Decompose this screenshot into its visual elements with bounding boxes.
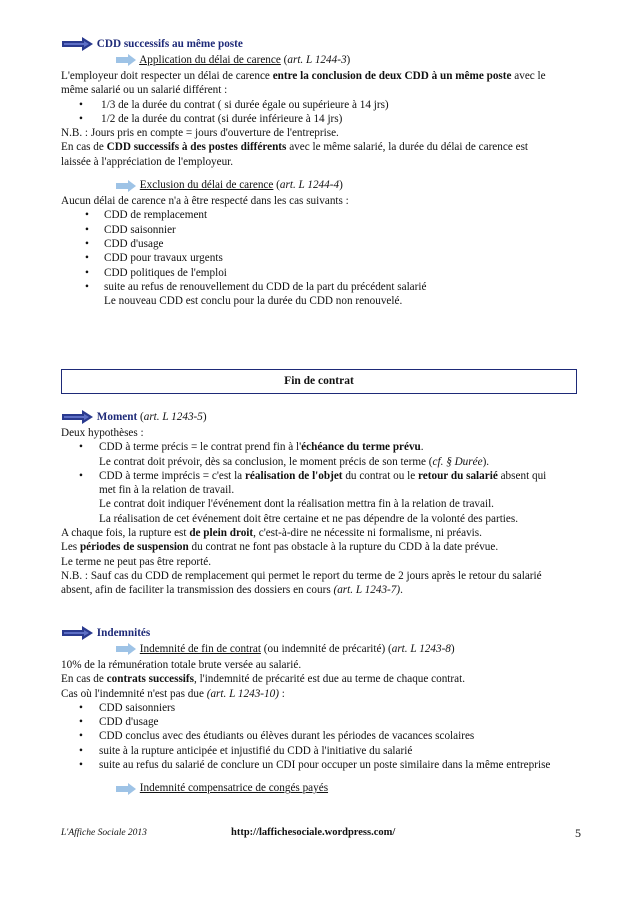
list-item-continuation: La réalisation de cet événement doit être certaine et ne pas dépendre de la volonté des parties. <box>99 512 519 525</box>
footer-publisher: L'Affiche Sociale 2013 <box>61 828 147 838</box>
paragraph: laissée à l'appréciation de l'employeur. <box>61 155 234 168</box>
list-item: • CDD saisonniers <box>79 701 176 714</box>
paragraph: A chaque fois, la rupture est de plein droit, c'est-à-dire ne nécessite ni formalisme, ni préavis. <box>61 527 482 540</box>
list-item: • CDD conclus avec des étudiants ou élèves durant les périodes de vacances scolaires <box>79 730 475 743</box>
paragraph: Les périodes de suspension du contrat ne font pas obstacle à la rupture du CDD à la date prévue. <box>61 541 499 554</box>
list-item: • 1/3 de la durée du contrat ( si durée égale ou supérieure à 14 jrs) <box>79 98 389 111</box>
list-item: • CDD saisonnier <box>85 223 176 236</box>
section-title: Moment <box>96 411 138 423</box>
list-item-continuation: met fin à la relation de travail. <box>99 484 235 497</box>
subsection-title: Exclusion du délai de carence <box>139 179 274 192</box>
arrow-right-icon <box>115 783 137 795</box>
paragraph: En cas de contrats successifs, l'indemnité de précarité est due au terme de chaque contrat. <box>61 673 465 686</box>
section-header-title: Fin de contrat <box>284 375 354 387</box>
list-item: • CDD pour travaux urgents <box>85 252 223 265</box>
subsection-title: Application du délai de carence <box>139 54 281 66</box>
article-reference: art. L 1243-5 <box>143 411 203 423</box>
paragraph: Deux hypothèses : <box>61 427 144 439</box>
list-item-continuation: Le contrat doit prévoir, dès sa conclusion, le moment précis de son terme (cf. § Durée). <box>99 455 490 468</box>
section-title: Indemnités <box>96 627 151 639</box>
section-cdd-successifs: CDD successifs au même poste Application du délai de carence (art. L 1244-3) L'employeur doit respecter un délai de carence entre la conclusion de deux CDD à un même poste avec le même salarié ou un salarié différent : • 1/3 de la durée du contrat ( si durée égale ou supérieure à 14 jrs) • 1/2 de la durée du contrat (si durée inférieure à 14 jrs) N.B. : Jours pris en compte = jours d'ouverture de l'entreprise. En cas de CDD successifs à des postes différents avec le même salarié, la durée du délai de carence est laissée à l'appréciation de l'employeur. Exclusion du délai de carence (art. L 1244-4) Aucun délai de carence n'a à être respecté dans les cas suivants : • CDD de remplacement • CDD saisonnier • CDD d'usage • CDD pour travaux urgents • CDD politiques de l'emploi • suite au refus de renouvellement du CDD de la part du précédent salarié Le nouveau CDD est conclu pour la durée du CDD non renouvelé. <box>61 37 581 308</box>
list-item-continuation: Le nouveau CDD est conclu pour la durée du CDD non renouvelé. <box>104 295 403 308</box>
arrow-right-icon <box>115 54 137 66</box>
paragraph: 10% de la rémunération totale brute versée au salarié. <box>61 659 302 671</box>
note: N.B. : Sauf cas du CDD de remplacement qui permet le report du terme de 2 jours après le retour du salarié <box>61 569 542 582</box>
arrow-right-icon <box>61 410 94 424</box>
section-title: CDD successifs au même poste <box>96 38 243 50</box>
note: absent, afin de faciliter la transmission des dossiers en cours (art. L 1243-7). <box>61 584 403 597</box>
list-item: • CDD à terme précis = le contrat prend fin à l'échéance du terme prévu. <box>79 441 424 454</box>
list-item: • CDD d'usage <box>85 237 164 250</box>
list-item: • suite au refus du salarié de conclure un CDI pour occuper un poste similaire dans la même entreprise <box>79 759 551 772</box>
arrow-right-icon <box>61 37 94 51</box>
paragraph: L'employeur doit respecter un délai de carence entre la conclusion de deux CDD à un même poste avec le <box>61 70 546 82</box>
paragraph: Aucun délai de carence n'a à être respecté dans les cas suivants : <box>61 195 349 208</box>
paragraph: Cas où l'indemnité n'est pas due (art. L 1243-10) : <box>61 687 285 700</box>
list-item: • suite au refus de renouvellement du CDD de la part du précédent salarié <box>85 280 427 293</box>
section-indemnites: Indemnités Indemnité de fin de contrat (ou indemnité de précarité) (art. L 1243-8) 10% de la rémunération totale brute versée au salarié. En cas de contrats successifs, l'indemnité de précarité est due au terme de chaque contrat. Cas où l'indemnité n'est pas due (art. L 1243-10) : • CDD saisonniers • CDD d'usage • CDD conclus avec des étudiants ou élèves durant les périodes de vacances scolaires • suite à la rupture anticipée et injustifié du CDD à l'initiative du salarié • suite au refus du salarié de conclure un CDI pour occuper un poste similaire dans la même entreprise Indemnité compensatrice de congés payés <box>61 626 581 797</box>
section-moment: Moment (art. L 1243-5) Deux hypothèses : • CDD à terme précis = le contrat prend fin à l'échéance du terme prévu. Le contrat doit prévoir, dès sa conclusion, le moment précis de son terme (cf. § Durée). • CDD à terme imprécis = c'est la réalisation de l'objet du contrat ou le retour du salarié absent qui met fin à la relation de travail. Le contrat doit indiquer l'événement dont la réalisation mettra fin à la relation de travail. La réalisation de cet événement doit être certaine et ne pas dépendre de la volonté des parties. A chaque fois, la rupture est de plein droit, c'est-à-dire ne nécessite ni formalisme, ni préavis. Les périodes de suspension du contrat ne font pas obstacle à la rupture du CDD à la date prévue. Le terme ne peut pas être reporté. N.B. : Sauf cas du CDD de remplacement qui permet le report du terme de 2 jours après le retour du salarié absent, afin de faciliter la transmission des dossiers en cours (art. L 1243-7). <box>61 410 581 598</box>
article-reference: art. L 1244-4 <box>279 179 340 192</box>
list-item: • CDD d'usage <box>79 716 159 729</box>
subsection-title: Indemnité compensatrice de congés payés <box>139 782 329 795</box>
article-reference: art. L 1244-3 <box>287 54 347 66</box>
list-item-continuation: Le contrat doit indiquer l'événement dont la réalisation mettra fin à la relation de travail. <box>99 498 494 511</box>
paragraph: Le terme ne peut pas être reporté. <box>61 555 212 568</box>
paragraph: même salarié ou un salarié différent : <box>61 84 228 97</box>
page-number: 5 <box>575 826 581 840</box>
arrow-right-icon <box>115 180 137 192</box>
article-reference: art. L 1243-8 <box>391 643 451 655</box>
list-item: • 1/2 de la durée du contrat (si durée inférieure à 14 jrs) <box>79 112 343 125</box>
list-item: • CDD à terme imprécis = c'est la réalisation de l'objet du contrat ou le retour du salarié absent qui <box>79 469 547 482</box>
section-header-box <box>61 369 577 394</box>
arrow-right-icon <box>115 643 137 655</box>
list-item: • suite à la rupture anticipée et injustifié du CDD à l'initiative du salarié <box>79 744 413 757</box>
list-item: • CDD politiques de l'emploi <box>85 266 227 279</box>
footer-url-link[interactable]: http://laffichesociale.wordpress.com/ <box>231 827 396 838</box>
paragraph: En cas de CDD successifs à des postes différents avec le même salarié, la durée du délai de carence est <box>61 141 529 154</box>
subsection-title: Indemnité de fin de contrat <box>139 643 261 655</box>
list-item: • CDD de remplacement <box>85 209 208 222</box>
note: N.B. : Jours pris en compte = jours d'ouverture de l'entreprise. <box>61 127 339 140</box>
arrow-right-icon <box>61 626 94 640</box>
page-footer <box>61 826 581 842</box>
